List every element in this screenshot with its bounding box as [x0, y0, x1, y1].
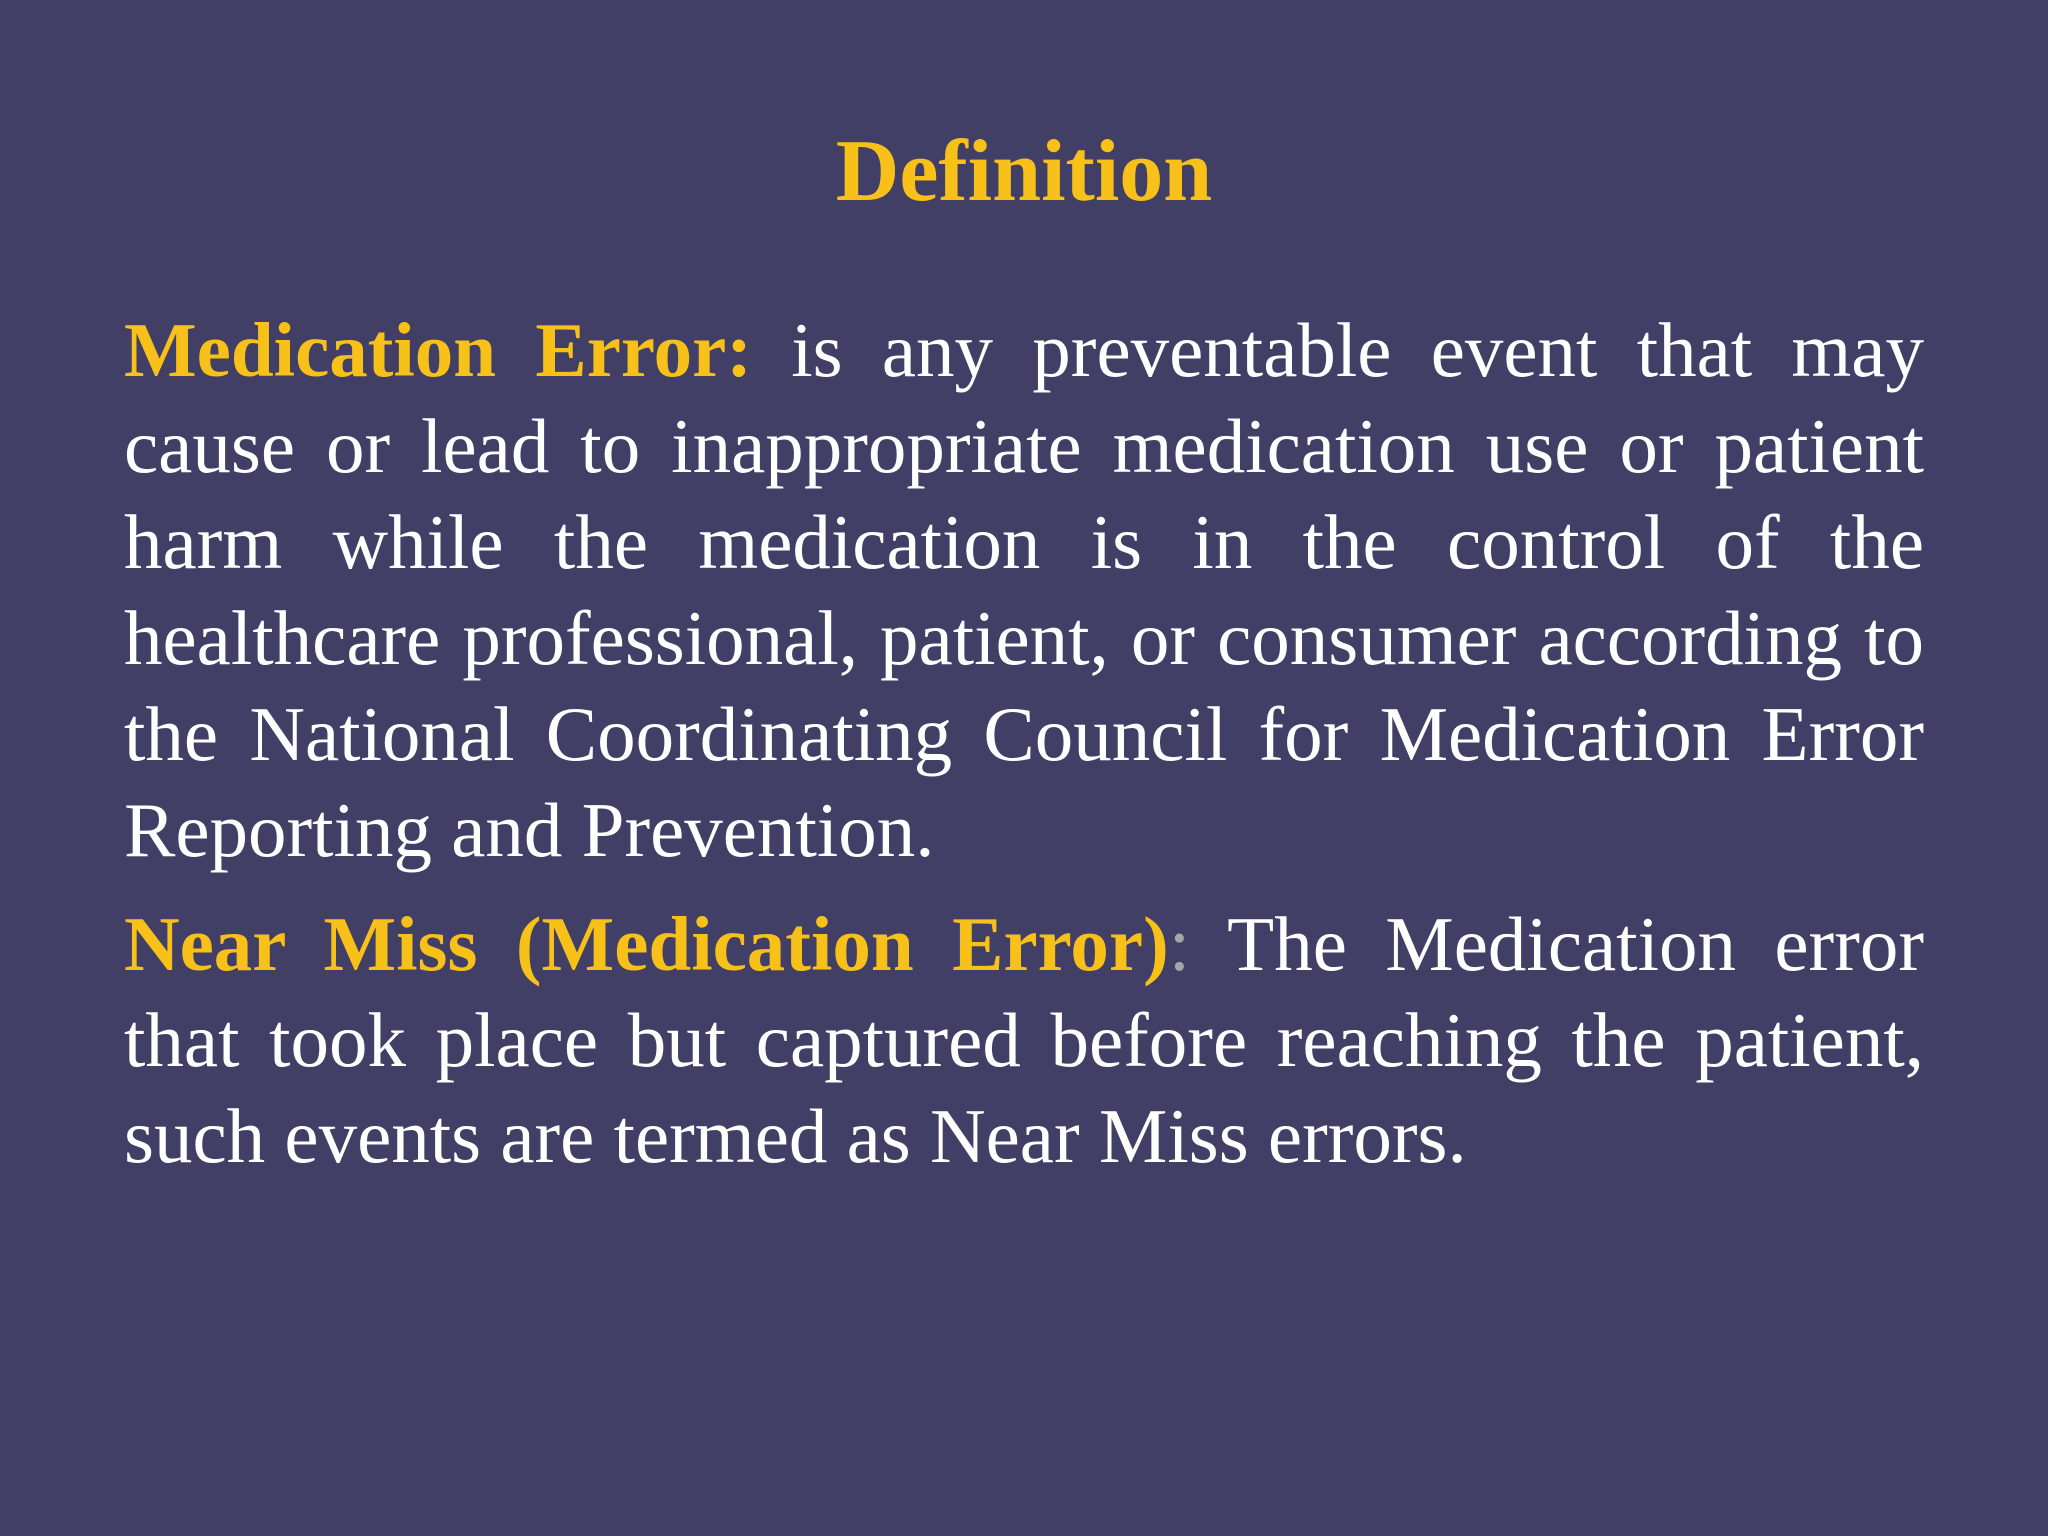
definition-term: Medication Error:	[124, 307, 752, 393]
definitions-body	[124, 302, 1924, 1184]
slide-title: Definition	[835, 123, 1213, 220]
definition-text: is any preventable event that may cause or lead to inappropriate medication use or patient harm while the medication is in the control of the healthcare professional, patient, or consumer according to the National Coordinating Council for Medication Error Reporting and Prevention.	[124, 307, 1924, 873]
definition-separator: :	[1168, 901, 1191, 987]
definition-medication-error	[124, 302, 1924, 878]
definition-term: Near Miss (Medication Error)	[124, 901, 1169, 987]
definition-text: The Medication error that took place but captured before reaching the patient, such events are termed as Near Miss errors.	[124, 901, 1924, 1179]
definition-near-miss	[124, 896, 1924, 1184]
